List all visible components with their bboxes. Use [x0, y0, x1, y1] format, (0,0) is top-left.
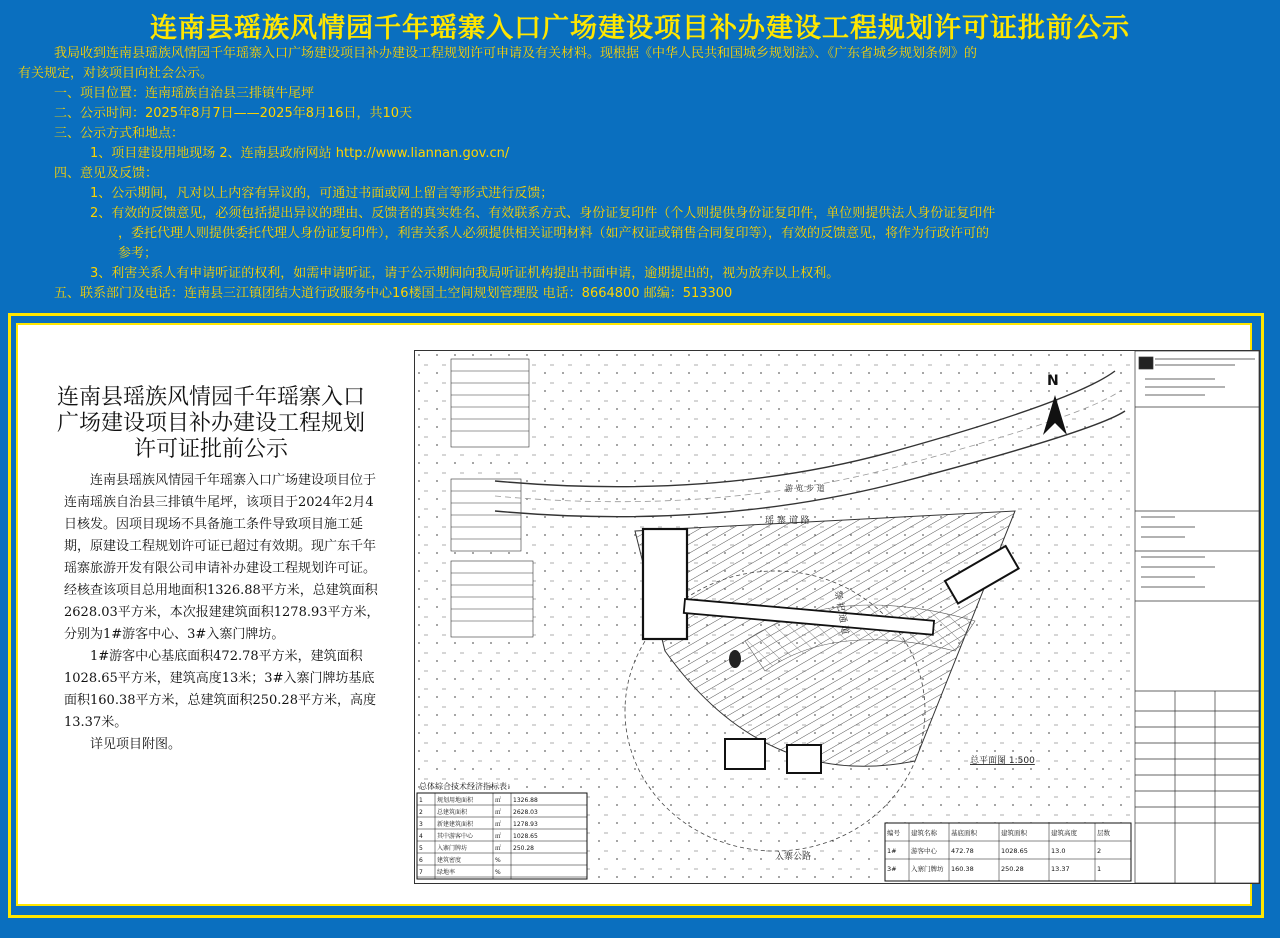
building-cell: 入寨门牌坊 [911, 865, 944, 873]
indicator-cell: 其中游客中心 [437, 833, 474, 840]
indicator-cell: 2 [419, 809, 423, 816]
indicator-cell: 6 [419, 857, 423, 864]
building-table [885, 823, 1131, 881]
building-header-cell: 建筑名称 [911, 829, 937, 837]
indicator-cell: 3 [419, 821, 423, 828]
building-header-cell: 建筑高度 [1051, 829, 1077, 837]
indicator-cell: 1028.65 [513, 833, 538, 840]
indicator-table [417, 781, 587, 879]
item-method-sub: 1、项目建设用地现场 2、连南县政府网站 http://www.liannan.gov.cn/ [90, 146, 510, 161]
walk-path-label: 游 览 步 道 [785, 484, 825, 493]
indicator-cell: 1278.93 [513, 821, 538, 828]
indicator-cell: 2628.03 [513, 809, 538, 816]
plan-scale-label: 总平面图 1:500 [970, 756, 1035, 766]
announcement-body [18, 44, 1250, 304]
indicator-cell: 建筑密度 [437, 857, 462, 864]
indicator-cell: 4 [419, 833, 423, 840]
indicator-cell: 入寨门牌坊 [437, 845, 468, 852]
item-feedback: 四、意见及反馈： [54, 166, 159, 181]
feedback-sub-1: 1、公示期间，凡对以上内容有异议的，可通过书面或网上留言等形式进行反馈； [90, 186, 554, 201]
indicator-table-title: 总体综合技术经济指标表： [419, 782, 515, 791]
building-cell: 13.37 [1051, 865, 1070, 873]
sacrifice-path-label: 祭 祀 通 道 [832, 589, 850, 636]
road-label: 瑶 寨 道 路 [765, 516, 810, 526]
feedback-sub-2b: ，委托代理人则提供委托代理人身份证复印件），利害关系人必须提供相关证明材料（如产权证或销售合同复印等），有效的反馈意见，将作为行政许可的 [118, 226, 990, 241]
building-header-cell: 编号 [887, 829, 900, 837]
indicator-cell: 总建筑面积 [437, 809, 468, 816]
item-contact: 五、联系部门及电话：连南县三江镇团结大道行政服务中心16楼国土空间规划管理股 电话：8664800 邮编：513300 [54, 286, 733, 301]
notice-title-line-2: 广场建设项目补办建设工程规划 [56, 411, 365, 436]
building-cell: 160.38 [951, 865, 974, 873]
north-label: N [1047, 373, 1059, 389]
title-block [1135, 351, 1259, 883]
intro-line-1: 我局收到连南县瑶族风情园千年瑶寨入口广场建设项目补办建设工程规划许可申请及有关材料。现根据《中华人民共和国城乡规划法》、《广东省城乡规划条例》的 [54, 46, 978, 61]
central-marker [729, 650, 741, 668]
feedback-sub-2c: 参考； [118, 246, 158, 261]
notice-para-2: 1#游客中心基底面积472.78平方米，建筑面积1028.65平方米，建筑高度13米；3#入寨门牌坊基底面积160.38平方米，总建筑面积250.28平方米，高度13.37米。 [64, 649, 376, 730]
item-period: 二、公示时间：2025年8月7日——2025年8月16日，共10天 [54, 106, 413, 121]
indicator-cell: % [495, 869, 501, 876]
indicator-cell: ㎡ [495, 809, 502, 816]
indicator-cell: 5 [419, 845, 423, 852]
notice-title-line-3: 许可证批前公示 [133, 437, 288, 462]
notice-title [36, 385, 386, 463]
indicator-cell: 绿地率 [437, 869, 456, 876]
feedback-sub-2a: 2、有效的反馈意见，必须包括提出异议的理由、反馈者的真实姓名、有效联系方式、身份证复印件（个人则提供身份证复印件，单位则提供法人身份证复印件 [90, 206, 996, 221]
page-title: 连南县瑶族风情园千年瑶寨入口广场建设项目补办建设工程规划许可证批前公示 [150, 13, 1130, 44]
indicator-cell: 1326.88 [513, 797, 538, 804]
indicator-cell: ㎡ [495, 797, 502, 804]
item-method: 三、公示方式和地点： [54, 126, 185, 141]
notice-text [64, 470, 384, 756]
indicator-cell: 250.28 [513, 845, 534, 852]
notice-title-line-1: 连南县瑶族风情园千年瑶寨入口 [56, 385, 365, 410]
gate-left [725, 739, 765, 769]
building-header-cell: 层数 [1097, 829, 1110, 837]
indicator-cell: % [495, 857, 501, 864]
indicator-cell: 7 [419, 869, 423, 876]
building-header-cell: 建筑面积 [1001, 829, 1027, 837]
item-location: 一、项目位置：连南瑶族自治县三排镇牛尾坪 [54, 86, 315, 101]
building-cell: 2 [1097, 847, 1102, 855]
feedback-sub-3: 3、利害关系人有申请听证的权利，如需申请听证，请于公示期间向我局听证机构提出书面申请，逾期提出的，视为放弃以上权利。 [90, 266, 840, 281]
site-plan-svg [415, 351, 1259, 883]
intro-line-2: 有关规定，对该项目向社会公示。 [18, 66, 214, 81]
building-cell: 250.28 [1001, 865, 1024, 873]
notice-para-1: 连南县瑶族风情园千年瑶寨入口广场建设项目位于连南瑶族自治县三排镇牛尾坪，该项目于2024年2月4日核发。因项目现场不具备施工条件导致项目施工延期，原建设工程规划许可证已超过有效期。现广东千年瑶寨旅游开发有限公司申请补办建设工程规划许可证。经核查该项目总用地面积1326.88平方米，总建筑面积2628.03平方米，本次报建建筑面积1278.93平方米，分别为1#游客中心、3#入寨门牌坊。 [64, 473, 380, 642]
indicator-cell: ㎡ [495, 845, 502, 852]
building-cell: 1# [887, 847, 897, 855]
indicator-cell: 规划用地面积 [437, 797, 474, 804]
indicator-cell: 1 [419, 797, 423, 804]
gate-right [787, 745, 821, 773]
building-header-cell: 基底面积 [951, 829, 977, 837]
notice-para-3: 详见项目附图。 [90, 737, 182, 752]
building-cell: 3# [887, 865, 897, 873]
building-cell: 游客中心 [911, 847, 937, 855]
entrance-road-label: 入寨公路 [775, 852, 812, 862]
building-cell: 1028.65 [1001, 847, 1028, 855]
building-cell: 472.78 [951, 847, 974, 855]
site-plan-drawing [414, 350, 1260, 884]
visitor-center-building [643, 529, 687, 639]
indicator-cell: ㎡ [495, 833, 502, 840]
building-cell: 1 [1097, 865, 1102, 873]
building-cell: 13.0 [1051, 847, 1066, 855]
indicator-cell: ㎡ [495, 821, 502, 828]
indicator-cell: 新建建筑面积 [437, 821, 474, 828]
